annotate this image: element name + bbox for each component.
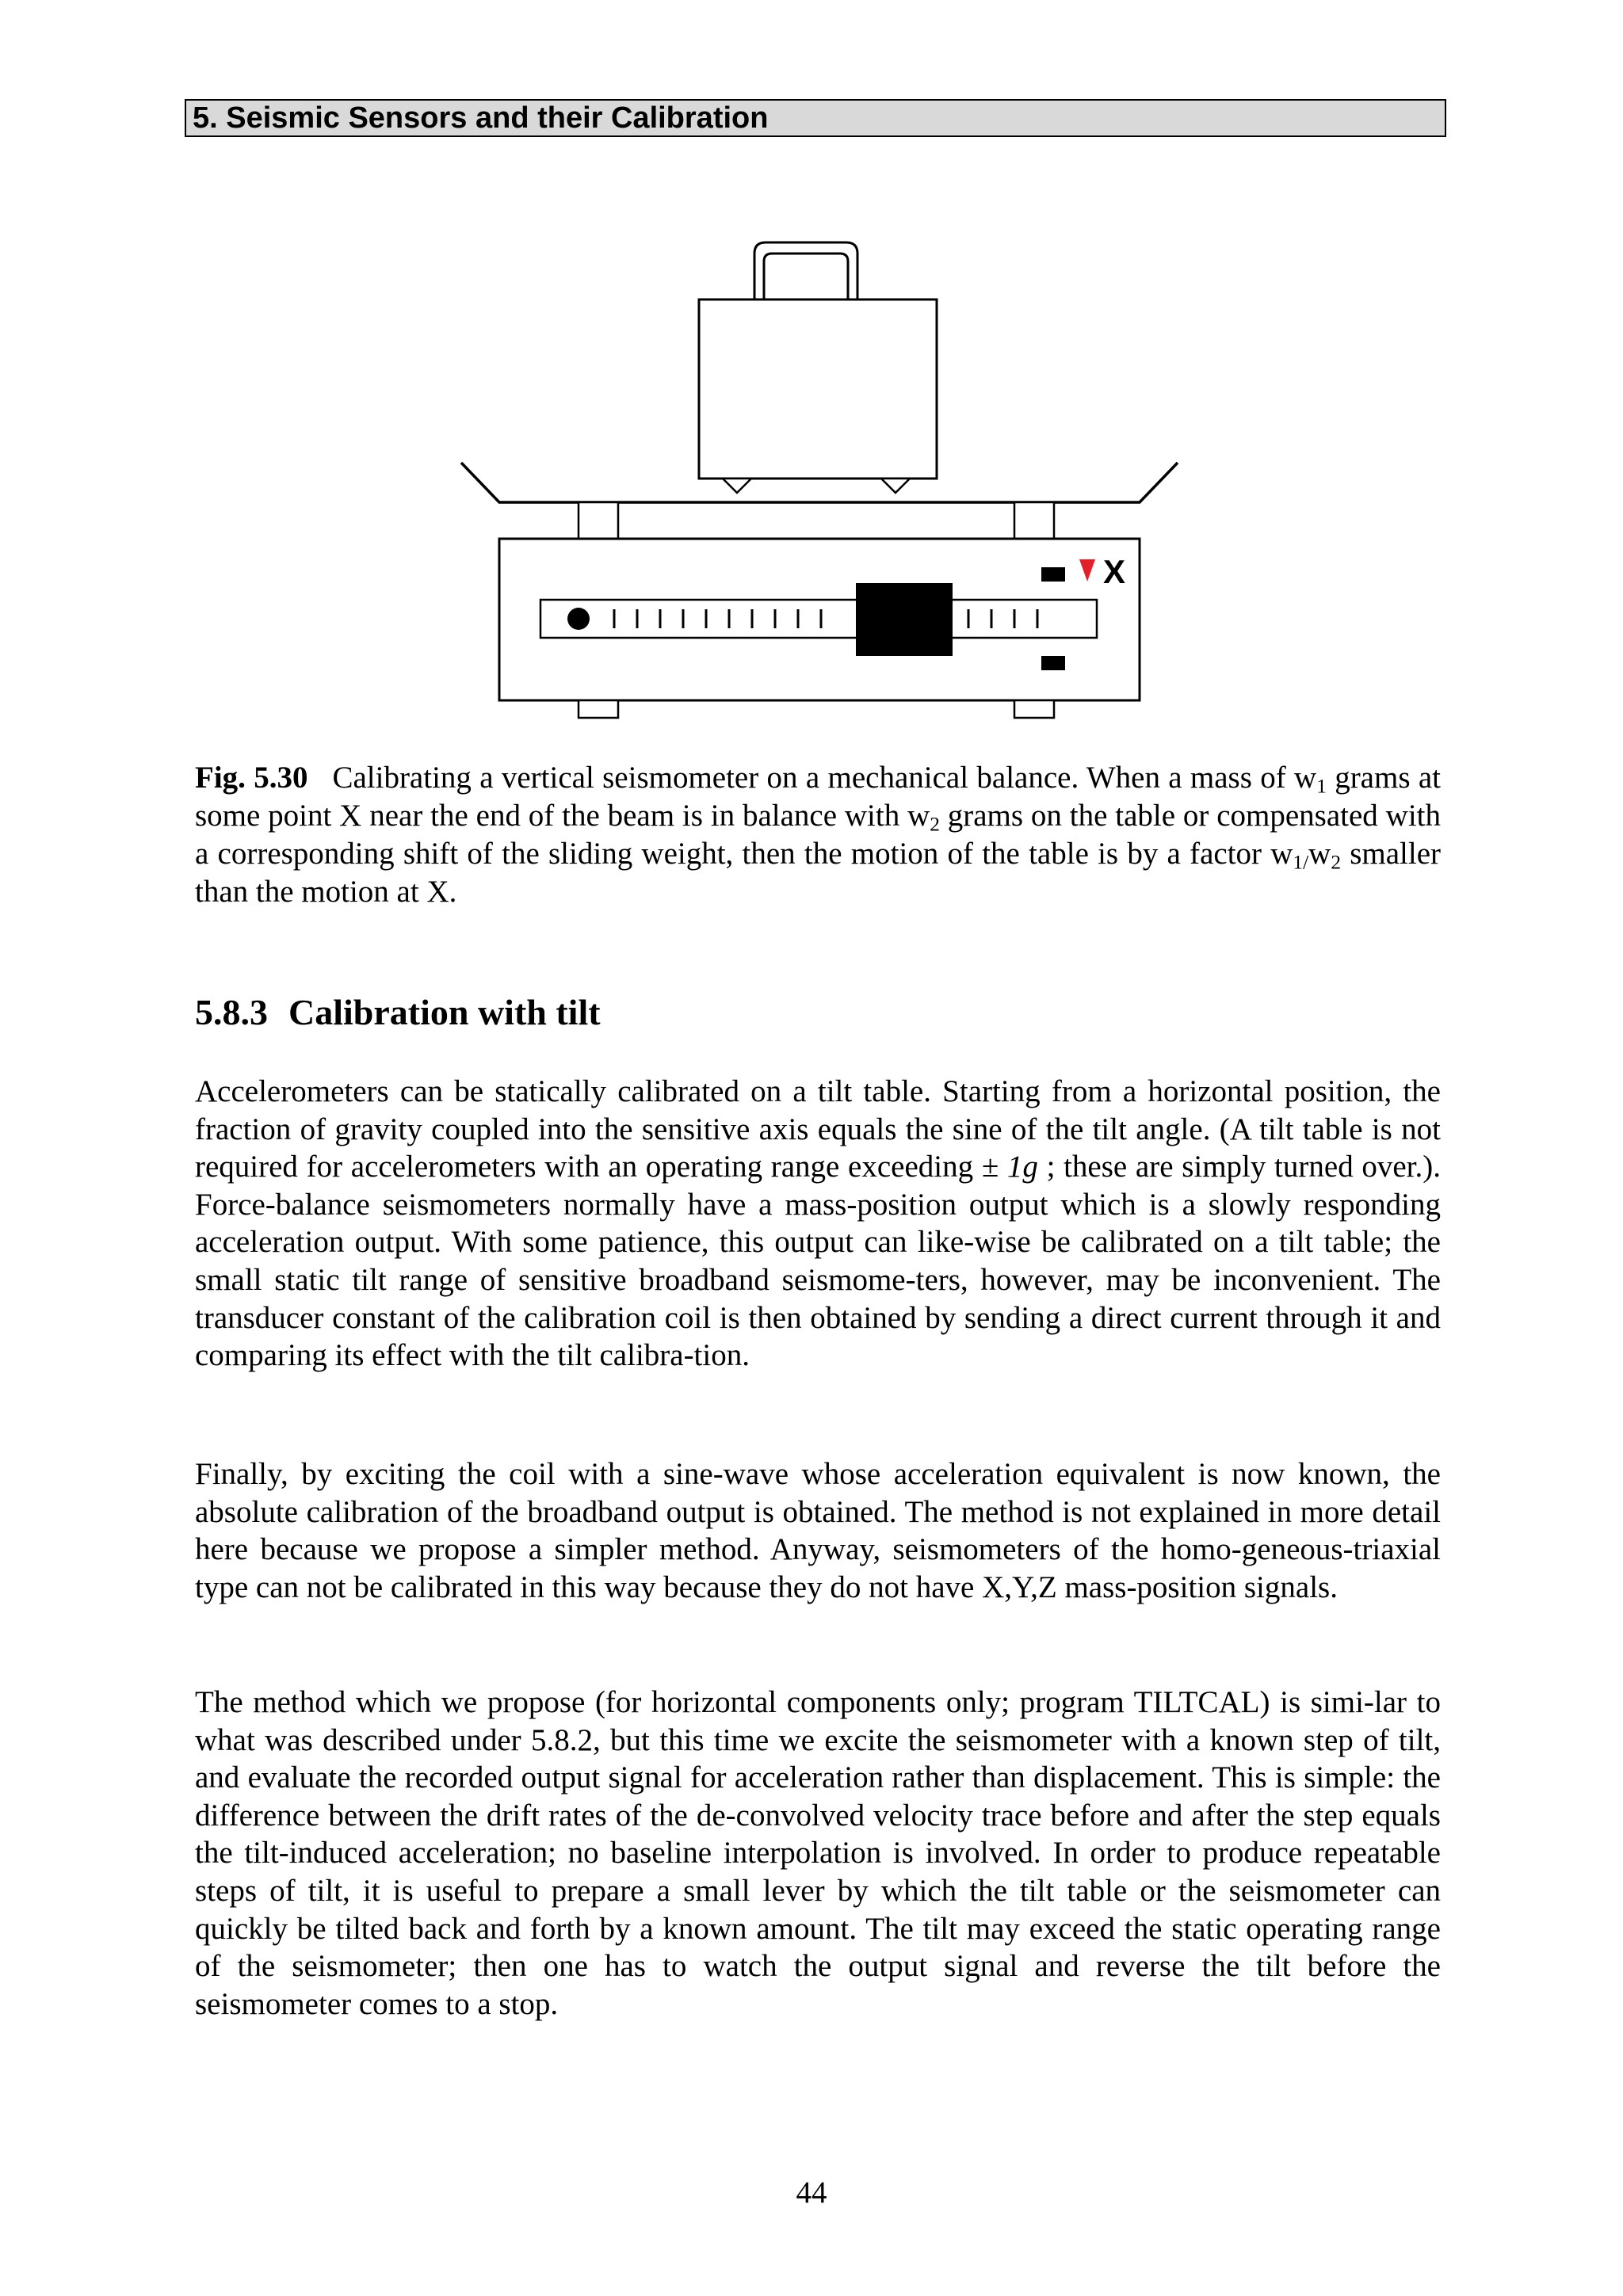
foot-left	[579, 700, 618, 718]
section-heading	[195, 990, 601, 1035]
paragraph-1	[195, 1073, 1441, 1375]
page-header	[185, 99, 1446, 137]
paragraph-3: The method which we propose (for horizontal components only; program TILTCAL) is simi-lar to what was described under 5.8.2, but this time we excite the seismometer with a known step of tilt, and evaluate the recorded output signal for acceleration rather than displacement. This is simple: the difference between the drift rates of the de-convolved velocity trace before and after the step equals the tilt-induced acceleration; no baseline interpolation is involved. In order to produce repeatable steps of tilt, it is useful to prepare a small lever by which the tilt table or the seismometer can quickly be tilted back and forth by a known amount. The tilt may exceed the static operating range of the seismometer; then one has to watch the output signal and reverse the tilt before the seismometer comes to a stop.	[195, 1685, 1441, 2021]
figure-caption	[195, 759, 1441, 911]
caption-sub-1: 1	[1316, 775, 1327, 798]
point-x-label: X	[1103, 553, 1126, 590]
caption-sub-4: 2	[1331, 851, 1341, 874]
paragraph-2: Finally, by exciting the coil with a sine-wave whose acceleration equivalent is now known, the absolute calibration of the broadband output is obtained. The method is not explained in more detail here because we propose a simpler method. Anyway, seismometers of the homo-geneous-triaxial type can not be calibrated in this way because they do not have X,Y,Z mass-position signals.	[195, 1457, 1441, 1604]
paragraph-1-part-b: ; these are simply turned over.). Force-balance seismometers normally have a mass-position output which is a slowly responding acceleration output. With some patience, this output can like-wise be calibrated on a tilt table; the small static tilt range of sensitive broadband seismome-ters, however, may be inconvenient. The transducer constant of the calibration coil is then obtained by sending a direct current through it and comparing its effect with the tilt calibra-tion.	[195, 1150, 1442, 1373]
post-right	[1014, 502, 1054, 539]
seismometer-case	[699, 299, 937, 479]
section-title: Calibration with tilt	[288, 992, 601, 1032]
seismometer-handle	[754, 242, 857, 299]
caption-text-4: w	[1308, 837, 1331, 871]
caption-text-2: grams at some point X near the end of the beam is in balance with w	[195, 761, 1441, 833]
figure-label: Fig. 5.30	[195, 761, 308, 795]
seismometer-foot-left	[723, 479, 751, 493]
caption-sub-3: 1/	[1293, 851, 1309, 874]
caption-text-3: grams on the table or compensated with a corresponding shift of the sliding weight, then the motion of the table is by a factor w	[195, 799, 1441, 871]
seismometer-handle-inner	[764, 254, 848, 299]
beam-pivot	[567, 608, 590, 630]
page-number: 44	[796, 2176, 827, 2210]
balance-figure	[444, 230, 1189, 737]
caption-text-5: smaller than the motion at X.	[195, 837, 1441, 909]
header-title: 5. Seismic Sensors and their Calibration	[193, 101, 769, 135]
marker-upper	[1041, 567, 1065, 582]
caption-text-1: Calibrating a vertical seismometer on a mechanical balance. When a mass of w	[332, 761, 1317, 795]
paragraph-1-math: ± 1g	[981, 1150, 1038, 1184]
caption-sub-2: 2	[930, 813, 940, 836]
marker-lower	[1041, 656, 1065, 670]
sliding-weight	[856, 583, 953, 656]
foot-right	[1014, 700, 1054, 718]
post-left	[579, 502, 618, 539]
section-number: 5.8.3	[195, 992, 268, 1032]
paragraph-1-part-a: Accelerometers can be statically calibrated on a tilt table. Starting from a horizontal position, the fraction of gravity coupled into the sensitive axis equals the sine of the tilt angle. (A tilt table is not required for accelerometers with an operating range exceeding	[195, 1074, 1441, 1184]
seismometer-foot-right	[881, 479, 910, 493]
